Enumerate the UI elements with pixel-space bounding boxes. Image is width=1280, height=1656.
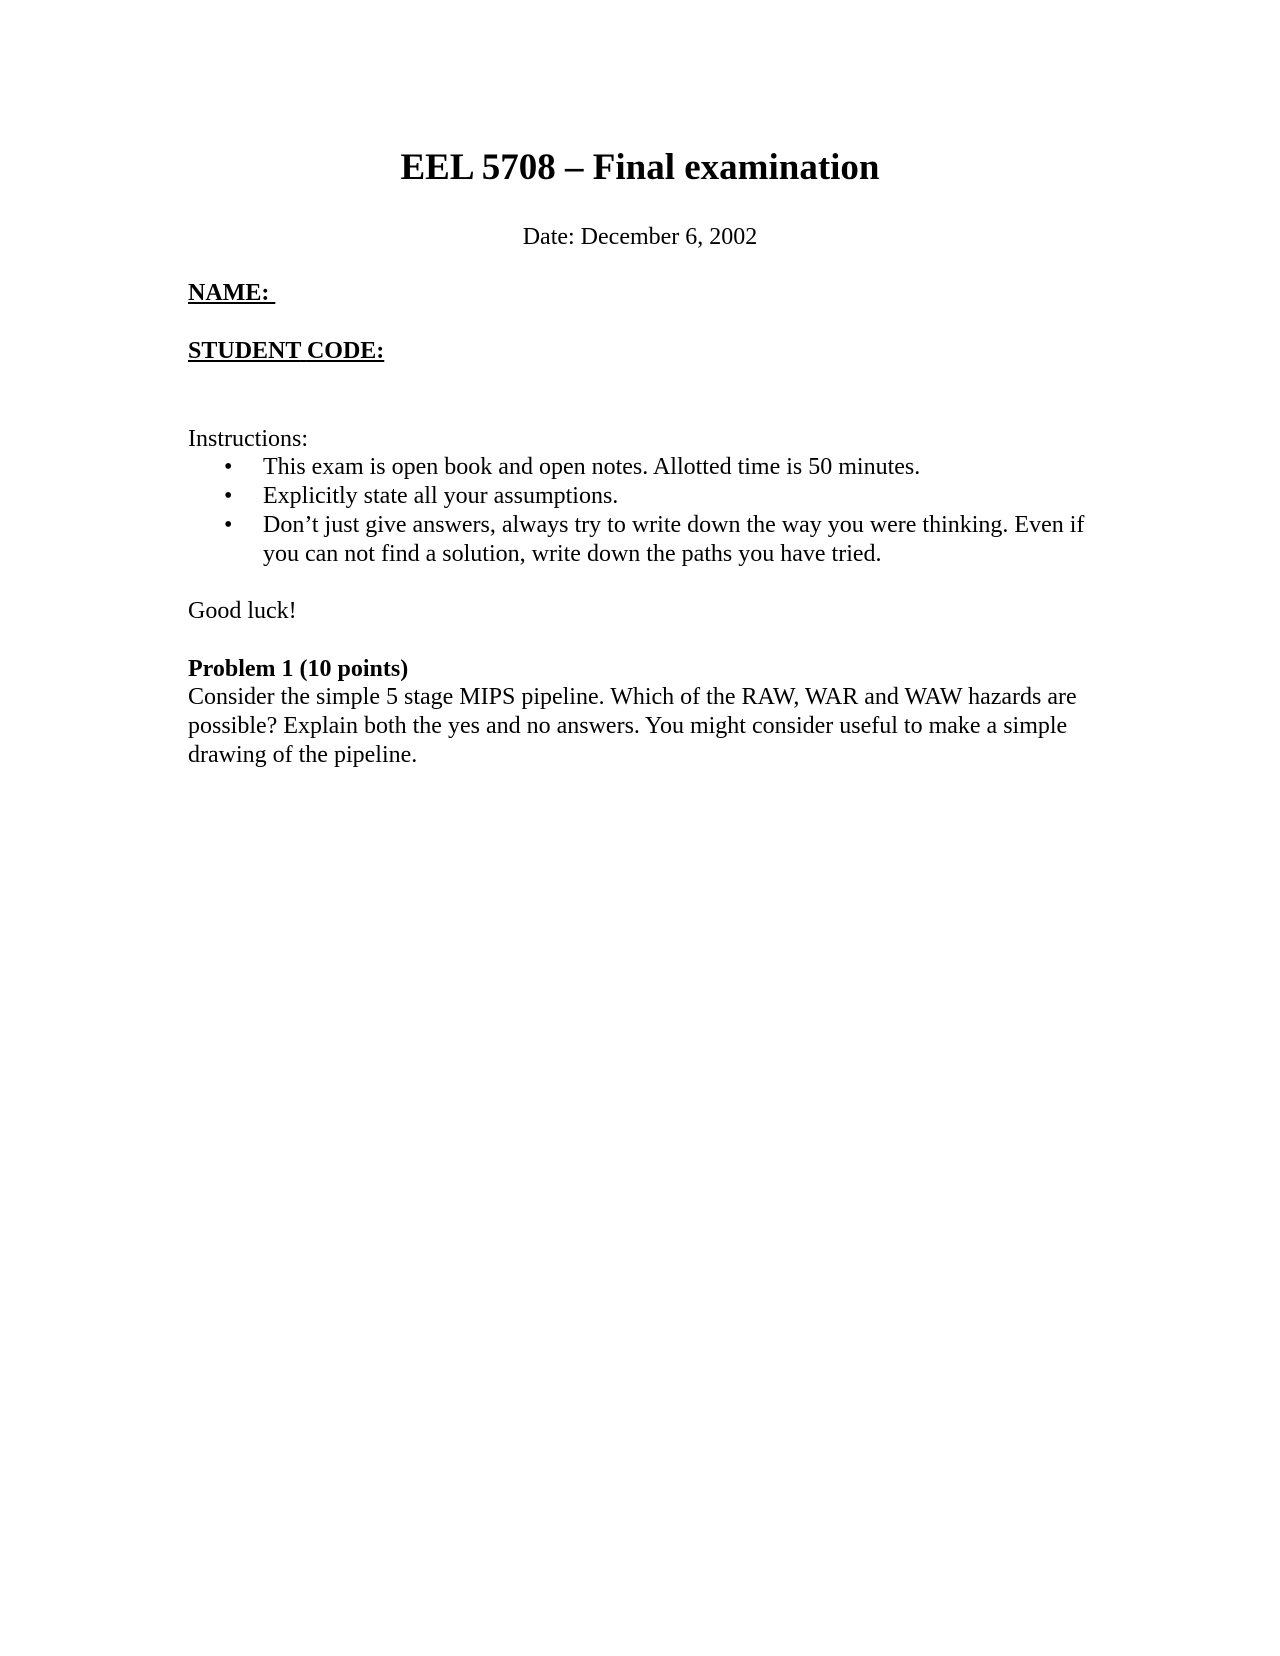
instruction-text: Don’t just give answers, always try to write down the way you were thinking. Even if you can not find a solution, write down the paths you have tried. (263, 512, 1085, 567)
instruction-item (188, 453, 1088, 482)
instruction-item (188, 511, 1088, 569)
problem-1-title: Problem 1 (10 points) (188, 656, 409, 682)
code-label: CODE: (306, 338, 385, 364)
instruction-text: Explicitly state all your assumptions. (263, 483, 619, 509)
bullet-icon: • (224, 454, 233, 480)
instruction-text: This exam is open book and open notes. Allotted time is 50 minutes. (263, 454, 921, 480)
name-field-label: NAME: (188, 280, 276, 306)
instructions-list (188, 453, 1088, 569)
student-label: STUDENT (188, 338, 301, 364)
exam-title: EEL 5708 – Final examination (400, 147, 880, 188)
instruction-item (188, 482, 1088, 511)
bullet-icon: • (224, 512, 233, 538)
problem-1-text: Consider the simple 5 stage MIPS pipeline. Which of the RAW, WAR and WAW hazards are possible? Explain both the yes and no answers. You might consider useful to make a simple drawing of the pipeline. (188, 684, 1077, 768)
good-luck-text: Good luck! (188, 598, 297, 624)
exam-date: Date: December 6, 2002 (522, 224, 758, 250)
instructions-heading: Instructions: (188, 426, 308, 452)
student-code-field-label (188, 336, 384, 366)
bullet-icon: • (224, 483, 233, 509)
